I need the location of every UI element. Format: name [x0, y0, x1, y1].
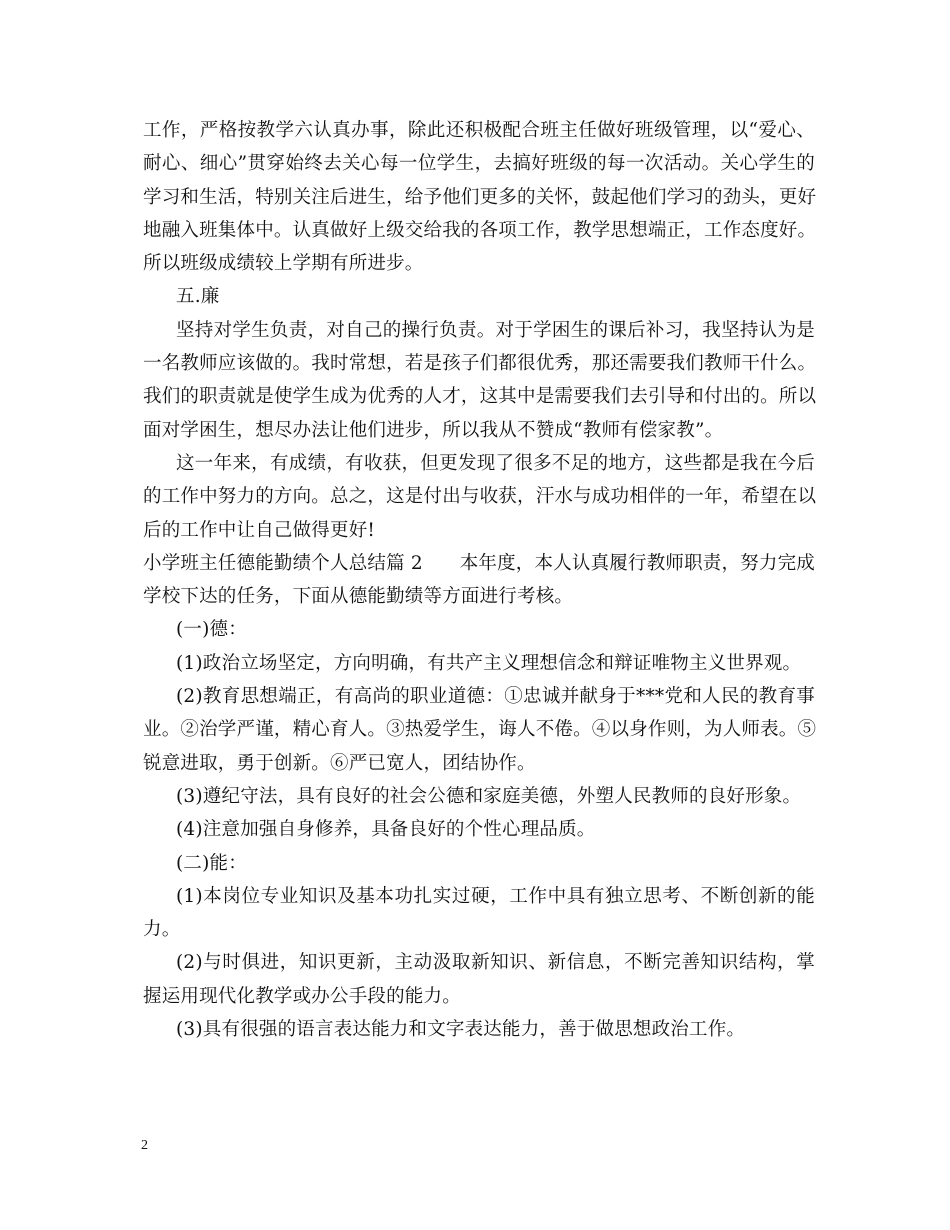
paragraph-line: (二)能： [176, 852, 247, 874]
paragraph-line: 锐意进取，勇于创新。⑥严已宽人，团结协作。 [143, 752, 536, 774]
paragraph-line: (4)注意加强自身修养，具备良好的个性心理品质。 [176, 819, 596, 841]
page-number: 2 [141, 1138, 148, 1153]
paragraph-line: 这一年来，有成绩，有收获，但更发现了很多不足的地方，这些都是我在今后 [176, 452, 815, 474]
paragraph-line: 握运用现代化教学或办公手段的能力。 [143, 985, 461, 1007]
paragraph-line: 坚持对学生负责，对自己的操行负责。对于学困生的课后补习，我坚持认为是 [176, 319, 815, 341]
paragraph-line: (3)具有很强的语言表达能力和文字表达能力，善于做思想政治工作。 [176, 1019, 746, 1041]
paragraph-line: 工作，严格按教学六认真办事，除此还积极配合班主任做好班级管理，以“爱心、 [143, 120, 815, 141]
paragraph-line: 一名教师应该做的。我时常想，若是孩子们都很优秀，那还需要我们教师干什么。 [143, 353, 817, 375]
section-title-line [143, 547, 815, 580]
paragraph-line: 所以班级成绩较上学期有所进步。 [143, 253, 424, 275]
paragraph-line: (2)教育思想端正，有高尚的职业道德：①忠诚并献身于***党和人民的教育事 [176, 686, 815, 708]
paragraph-line: 后的工作中让自己做得更好! [143, 519, 376, 541]
paragraph-line: (2)与时俱进，知识更新，主动汲取新知识、新信息，不断完善知识结构，掌 [176, 952, 815, 974]
paragraph-text: 本年度，本人认真履行教师职责，努力完成 [459, 552, 815, 574]
paragraph-line: 我们的职责就是使学生成为优秀的人才，这其中是需要我们去引导和付出的。所以 [143, 386, 817, 408]
document-body [143, 114, 815, 1046]
paragraph-line: 面对学困生，想尽办法让他们进步，所以我从不赞成“教师有偿家教”。 [143, 419, 724, 441]
paragraph-line: (1)政治立场坚定，方向明确，有共产主义理想信念和辩证唯物主义世界观。 [176, 652, 802, 674]
paragraph-line: 地融入班集体中。认真做好上级交给我的各项工作，教学思想端正，工作态度好。 [143, 219, 817, 241]
paragraph-line: 力。 [143, 919, 181, 941]
paragraph-line: 业。②治学严谨，精心育人。③热爱学生，诲人不倦。④以身作则，为人师表。⑤ [143, 719, 817, 741]
paragraph-line: 的工作中努力的方向。总之，这是付出与收获，汗水与成功相伴的一年，希望在以 [143, 486, 817, 508]
paragraph-line: 学校下达的任务，下面从德能勤绩等方面进行考核。 [143, 586, 574, 608]
paragraph-line: (一)德： [176, 619, 247, 641]
paragraph-line: 五.廉 [176, 286, 220, 308]
paragraph-line: 学习和生活，特别关注后进生，给予他们更多的关怀，鼓起他们学习的劲头，更好 [143, 186, 817, 208]
section-title: 小学班主任德能勤绩个人总结篇 2 [143, 552, 423, 574]
paragraph-line: 耐心、细心”贯穿始终去关心每一位学生，去搞好班级的每一次活动。关心学生的 [143, 153, 815, 175]
paragraph-line: (3)遵纪守法，具有良好的社会公德和家庭美德，外塑人民教师的良好形象。 [176, 785, 802, 807]
paragraph-line: (1)本岗位专业知识及基本功扎实过硬，工作中具有独立思考、不断创新的能 [176, 885, 815, 907]
